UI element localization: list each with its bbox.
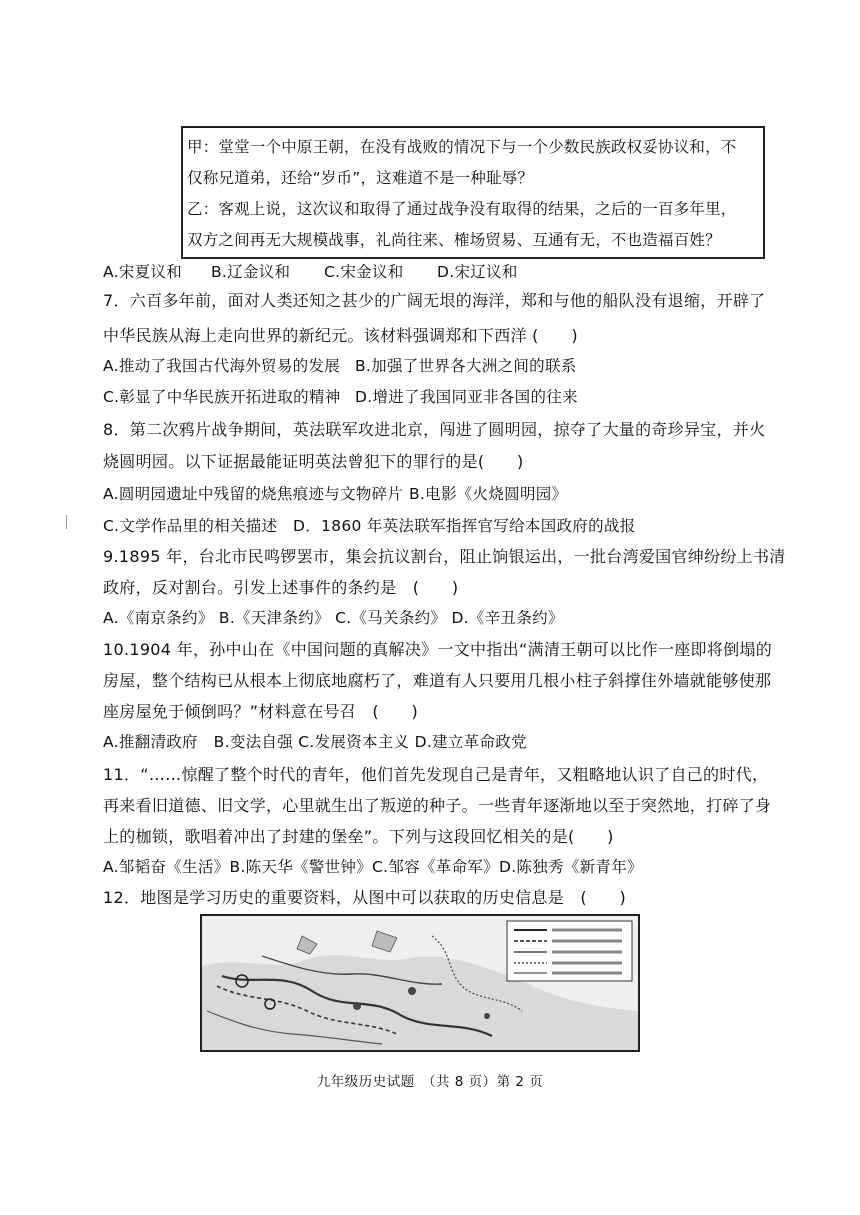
quote-jia-line-1: 甲：堂堂一个中原王朝，在没有战败的情况下与一个少数民族政权妥协议和，不 — [187, 138, 737, 156]
q7-option-b[interactable]: B.加强了世界各大洲之间的联系 — [355, 357, 577, 375]
q6-option-c[interactable]: C.宋金议和 — [324, 263, 404, 281]
page-footer: 九年级历史试题 （共 8 页）第 2 页 — [316, 1074, 544, 1090]
q11-stem-line-2: 再来看旧道德、旧文学，心里就生出了叛逆的种子。一些青年逐渐地以至于突然地，打碎了身 — [103, 796, 772, 815]
q8-options-row-2 — [103, 516, 636, 536]
q8-stem-line-2: 烧圆明园。以下证据最能证明英法曾犯下的罪行的是( ) — [103, 452, 524, 471]
q8-options-row-1 — [103, 484, 567, 504]
q11-stem-line-3: 上的枷锁，歌唱着冲出了封建的堡垒”。下列与这段回忆相关的是( ) — [103, 827, 614, 846]
q7-option-d[interactable]: D.增进了我国同亚非各国的往来 — [355, 388, 578, 406]
quote-box — [181, 126, 765, 259]
q10-stem-line-3: 座房屋免于倾倒吗？”材料意在号召 ( ) — [103, 702, 419, 721]
margin-mark — [66, 515, 67, 529]
q9-options[interactable]: A.《南京条约》 B.《天津条约》 C.《马关条约》 D.《辛丑条约》 — [103, 609, 564, 627]
q7-stem-line-1: 7．六百多年前，面对人类还知之甚少的广阔无垠的海洋，郑和与他的船队没有退缩，开辟了 — [103, 291, 766, 310]
q6-option-d[interactable]: D.宋辽议和 — [437, 263, 518, 281]
q10-options[interactable]: A.推翻清政府 B.变法自强 C.发展资本主义 D.建立革命政党 — [103, 733, 527, 751]
q9-stem-line-2: 政府，反对割台。引发上述事件的条约是 ( ) — [103, 578, 459, 597]
q7-options-row-1 — [103, 356, 577, 376]
map-illustration — [202, 916, 638, 1050]
q7-option-a[interactable]: A.推动了我国古代海外贸易的发展 — [103, 357, 341, 375]
q7-stem-line-2: 中华民族从海上走向世界的新纪元。该材料强调郑和下西洋 ( ) — [103, 326, 578, 345]
quote-yi-line-2: 双方之间再无大规模战事，礼尚往来、榷场贸易、互通有无，不也造福百姓？ — [187, 231, 721, 249]
q9-stem-line-1: 9.1895 年，台北市民鸣锣罢市，集会抗议割台，阻止饷银运出，一批台湾爱国官绅纷纷上书清 — [103, 547, 786, 566]
q6-option-b[interactable]: B.辽金议和 — [211, 263, 291, 281]
q7-option-c[interactable]: C.彰显了中华民族开拓进取的精神 — [103, 388, 341, 406]
q6-option-a[interactable]: A.宋夏议和 — [103, 263, 183, 281]
q10-stem-line-1: 10.1904 年，孙中山在《中国问题的真解决》一文中指出“满清王朝可以比作一座即将倒塌的 — [103, 640, 773, 659]
q8-option-c[interactable]: C.文学作品里的相关描述 — [103, 517, 278, 535]
quote-yi-line-1: 乙：客观上说，这次议和取得了通过战争没有取得的结果，之后的一百多年里， — [187, 200, 737, 218]
q10-stem-line-2: 房屋，整个结构已从根本上彻底地腐朽了，难道有人只要用几根小柱子斜撑住外墙就能够使那 — [103, 671, 772, 690]
q8-option-a[interactable]: A.圆明园遗址中残留的烧焦痕迹与文物碎片 — [103, 485, 404, 503]
q11-options[interactable]: A.邹韬奋《生活》B.陈天华《警世钟》C.邹容《革命军》D.陈独秀《新青年》 — [103, 858, 643, 876]
quote-jia-line-2: 仅称兄道弟，还给“岁币”，这难道不是一种耻辱？ — [187, 169, 534, 187]
q6-options — [103, 262, 518, 282]
q11-stem-line-1: 11．“……惊醒了整个时代的青年，他们首先发现自己是青年，又粗略地认识了自己的时代， — [103, 765, 769, 784]
q12-stem-line-1: 12．地图是学习历史的重要资料，从图中可以获取的历史信息是 ( ) — [103, 888, 627, 907]
q8-option-d[interactable]: D．1860 年英法联军指挥官写给本国政府的战报 — [293, 517, 636, 535]
historical-route-map — [200, 914, 640, 1052]
q8-stem-line-1: 8．第二次鸦片战争期间，英法联军攻进北京，闯进了圆明园，掠夺了大量的奇珍异宝，并火 — [103, 420, 766, 439]
q7-options-row-2 — [103, 387, 578, 407]
q8-option-b[interactable]: B.电影《火烧圆明园》 — [409, 485, 568, 503]
